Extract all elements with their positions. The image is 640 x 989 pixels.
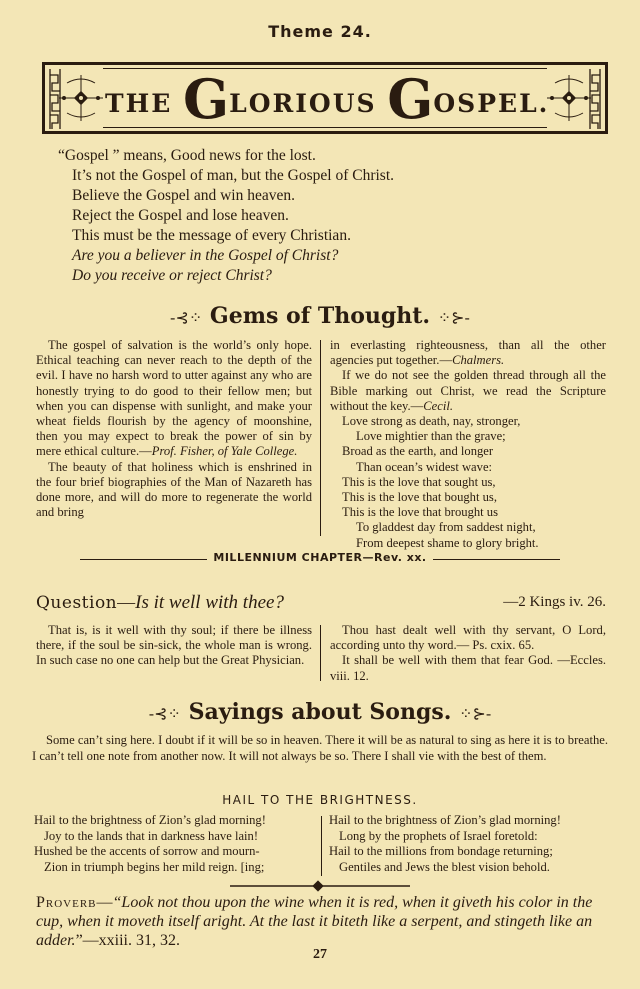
- question-right-text-2: It shall be well with them that fear God. —Eccles. viii. 12.: [330, 653, 606, 683]
- poem-line: Love mightier than the grave;: [356, 429, 506, 444]
- sayings-heading-text: Sayings about Songs.: [188, 699, 452, 725]
- flourish-right-icon: ⁘⊱-: [437, 308, 470, 327]
- poem-line: This is the love that brought us: [342, 505, 499, 520]
- sayings-heading: [0, 699, 640, 725]
- question-left-text: That is, is it well with thy soul; if there be illness there, if the soul be sin-sick, the whole man is wrong. In such case no one can help but the Great Physician.: [36, 623, 312, 668]
- hymn-right-verse: [329, 813, 609, 875]
- diamond-ornament-right: [547, 73, 591, 123]
- sayings-text: Some can’t sing here. I doubt if it will be so in heaven. There it will be as natural to sing as here it is to breathe. I can’t tell one note from another now. It will not always be so. There I shall vie with the best of them.: [32, 733, 608, 763]
- title-cap-g1: G: [182, 67, 230, 131]
- gems-right-column: [330, 338, 606, 551]
- gems-left-column: [36, 338, 312, 520]
- title-banner: [42, 62, 608, 134]
- flourish-right-icon: ⁘⊱-: [459, 704, 492, 723]
- intro-line: “Gospel ” means, Good news for the lost.: [58, 147, 316, 164]
- hymn-title: HAIL TO THE BRIGHTNESS.: [222, 793, 418, 807]
- question-left-column: [36, 623, 312, 669]
- page-title: [105, 67, 550, 131]
- gems-poem: [330, 414, 606, 551]
- intro-line: This must be the message of every Christian.: [72, 227, 351, 244]
- intro-block: [58, 146, 618, 286]
- intro-italic-line: Do you receive or reject Christ?: [72, 267, 272, 284]
- intro-line: Reject the Gospel and lose heaven.: [72, 207, 289, 224]
- gems-right-cite: Chalmers.: [452, 353, 505, 368]
- question-dash: —: [117, 592, 136, 612]
- gems-left-cite: Prof. Fisher, of Yale College.: [151, 444, 298, 459]
- gems-heading: [0, 303, 640, 329]
- flourish-left-icon: -⊰⁘: [170, 308, 203, 327]
- hymn-line: Gentiles and Jews the blest vision behold.: [339, 859, 550, 874]
- intro-line: It’s not the Gospel of man, but the Gospel of Christ.: [72, 167, 395, 184]
- gems-right-p1: in everlasting righteousness, than all the other agencies put together.—: [330, 338, 606, 368]
- hymn-line: Hail to the millions from bondage returning;: [329, 844, 553, 859]
- column-divider: [320, 340, 321, 536]
- page-number: 27: [313, 947, 327, 962]
- hymn-line: Zion in triumph begins her mild reign. [ing;: [44, 859, 265, 874]
- hymn-left-verse: [34, 813, 316, 875]
- intro-line: Believe the Gospel and win heaven.: [72, 187, 295, 204]
- proverb-block: [36, 893, 608, 950]
- gems-right-p2: If we do not see the golden thread through all the Bible marking out Christ, we read the Scripture without the key.—: [330, 368, 606, 413]
- title-lorious: LORIOUS: [229, 89, 388, 118]
- title-the: THE: [105, 89, 183, 118]
- question-divider: [320, 625, 321, 681]
- hymn-line: Hail to the brightness of Zion’s glad morning!: [34, 813, 266, 827]
- theme-label: Theme 24.: [268, 22, 372, 41]
- question-text: Is it well with thee?: [135, 592, 284, 613]
- sayings-text-block: [32, 732, 608, 764]
- millennium-chapter-label: MILLENNIUM CHAPTER—Rev. xx.: [0, 551, 640, 564]
- diamond-ornament-left: [59, 73, 103, 123]
- question-right-column: [330, 623, 606, 684]
- flourish-left-icon: -⊰⁘: [148, 704, 181, 723]
- poem-line: Than ocean’s widest wave:: [356, 459, 493, 474]
- gems-heading-text: Gems of Thought.: [209, 303, 431, 329]
- intro-italic-line: Are you a believer in the Gospel of Christ?: [72, 247, 339, 264]
- ornamental-divider-icon: [230, 880, 410, 892]
- proverb-text: “Look not thou upon the wine when it is red, when it giveth his color in the cup, when it moveth itself aright. At the last it biteth like a serpent, and stingeth like an adder.: [36, 894, 593, 949]
- poem-line: From deepest shame to glory bright.: [356, 535, 539, 550]
- title-ospel: OSPEL.: [433, 89, 550, 118]
- proverb-reference: ”—xxiii. 31, 32.: [75, 932, 180, 949]
- gems-left-p2: The beauty of that holiness which is enshrined in the four brief biographies of the Man of Nazareth has done more, and will do more to regenerate the world and bring: [36, 459, 312, 520]
- question-reference: —2 Kings iv. 26.: [503, 594, 606, 610]
- hymn-line: Joy to the lands that in darkness have lain!: [44, 828, 259, 843]
- hymn-divider: [321, 816, 322, 876]
- gems-right-cite-2: Cecil.: [423, 398, 454, 413]
- gems-left-p1: The gospel of salvation is the world’s only hope. Ethical teaching can never reach to the depth of the evil. I have no harsh word to utter against any who are honestly trying to do good to their fellow men; but when you can dispense with sunlight, and make your wheat fields flourish by the agency of moonshine, then you may expect to break the power of sin by mere ethical culture.—: [36, 338, 312, 459]
- poem-line: To gladdest day from saddest night,: [356, 520, 536, 535]
- question-heading: [36, 592, 606, 614]
- hymn-line: Hushed be the accents of sorrow and mourn-: [34, 844, 260, 859]
- question-right-text-1: Thou hast dealt well with thy servant, O Lord, according unto thy word.— Ps. cxix. 65.: [330, 623, 606, 653]
- poem-line: Broad as the earth, and longer: [342, 444, 494, 459]
- proverb-dash: —: [96, 894, 113, 911]
- proverb-label: Proverb: [36, 894, 97, 911]
- poem-line: This is the love that sought us,: [342, 474, 496, 489]
- poem-line: This is the love that bought us,: [342, 490, 497, 505]
- hymn-line: Hail to the brightness of Zion’s glad morning!: [329, 813, 561, 827]
- hymn-line: Long by the prophets of Israel foretold:: [339, 828, 538, 843]
- title-cap-g2: G: [387, 67, 434, 131]
- question-label: Question: [36, 593, 118, 613]
- poem-line: Love strong as death, nay, stronger,: [342, 414, 521, 429]
